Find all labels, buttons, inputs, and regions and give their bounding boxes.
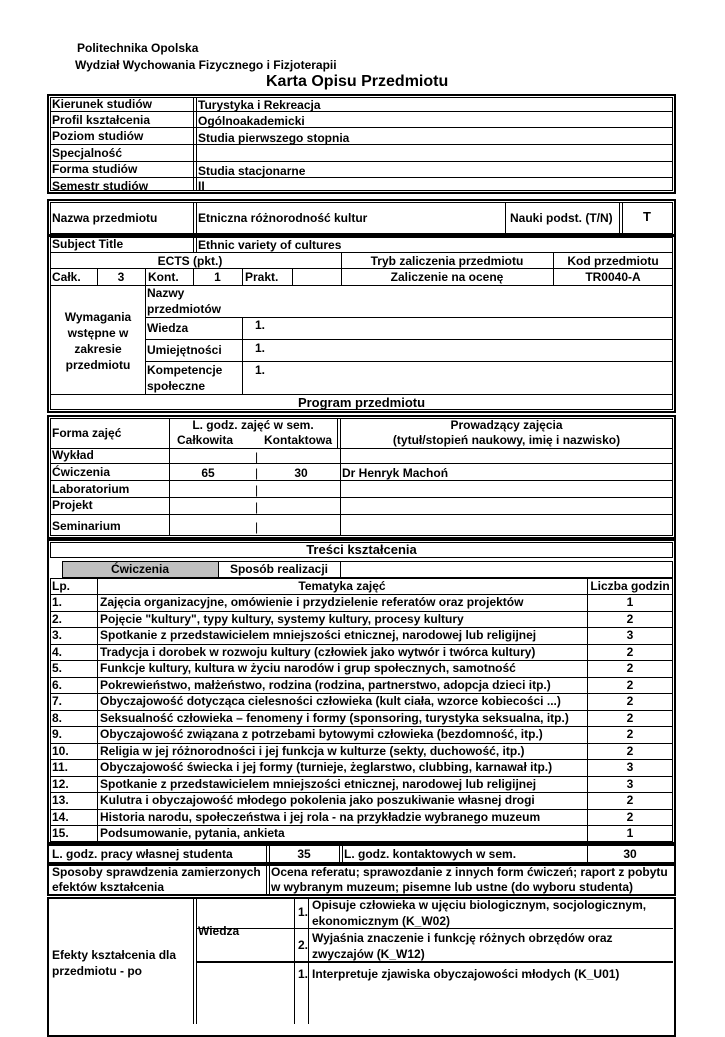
study-field-label: Kierunek studiów	[52, 97, 153, 111]
content-row-hours: 2	[626, 710, 634, 725]
content-row-hours: 1	[626, 595, 634, 609]
content-row-hours: 2	[626, 694, 634, 708]
prerequisite-subjects-label: Nazwy przedmiotów	[147, 286, 221, 316]
content-row-lp: 2.	[52, 611, 63, 626]
contact-hours-label: L. godz. kontaktowych w sem.	[344, 847, 517, 861]
prerequisites-label: Wymagania wstępne w zakresie przedmiotu	[64, 310, 132, 372]
program-teacher-subheader: (tytuł/stopień naukowy, imię i nazwisko)	[392, 433, 621, 447]
outcomes-label: Efekty kształcenia dla przedmiotu - po	[52, 948, 177, 978]
content-col-hours: Liczba godzin	[590, 579, 670, 593]
content-row-hours: 2	[626, 611, 634, 626]
study-form-label: Forma studiów	[52, 162, 138, 176]
content-row-topic: Tradycja i dorobek w rozwoju kultury (człowiek jako wytwór i twórca kultury)	[100, 644, 536, 659]
subject-name-label: Nazwa przedmiotu	[52, 211, 158, 225]
program-row-form: Seminarium	[52, 519, 121, 533]
ects-contact-value: 1	[214, 270, 221, 284]
prerequisite-knowledge-label: Wiedza	[147, 321, 189, 335]
ects-header: ECTS (pkt.)	[157, 254, 223, 268]
content-row-topic: Funkcje kultury, kultura w życiu narodów i grup społecznych, samotność	[100, 661, 516, 675]
outcomes-knowledge-label: Wiedza	[198, 924, 240, 938]
program-row-form: Ćwiczenia	[52, 465, 111, 479]
content-row-topic: Pojęcie "kultury", typy kultury, systemy kultury, procesy kultury	[100, 611, 464, 626]
content-row-hours: 2	[626, 809, 634, 824]
contact-hours-value: 30	[623, 847, 637, 861]
specialty-label: Specjalność	[52, 146, 123, 160]
faculty-name: Wydział Wychowania Fizycznego i Fizjoterapii	[75, 58, 337, 72]
subject-title-value: Ethnic variety of cultures	[198, 238, 342, 252]
prerequisite-competence-value: 1.	[255, 363, 266, 377]
outcome-knowledge-num: 2.	[298, 938, 309, 952]
content-row-lp: 14.	[52, 809, 69, 824]
outcome-skill-text: Interpretuje zjawiska obyczajowości młodych (K_U01)	[312, 967, 620, 981]
prerequisite-skills-label: Umiejętności	[147, 343, 222, 357]
study-profile-value: Ogólnoakademicki	[198, 114, 305, 128]
prerequisite-skills-value: 1.	[255, 341, 266, 355]
study-profile-label: Profil kształcenia	[52, 113, 151, 127]
program-teacher-header: Prowadzący zajęcia	[450, 418, 563, 432]
prerequisite-competence-label: Kompetencje społeczne	[147, 363, 223, 393]
ects-practical-label: Prakt.	[245, 270, 279, 284]
content-row-lp: 6.	[52, 677, 63, 692]
content-row-topic: Kulutra i obyczajowość młodego pokolenia jako poszukiwanie własnej drogi	[100, 793, 535, 807]
program-row-form: Projekt	[52, 498, 93, 512]
outcome-skill-num: 1.	[298, 967, 309, 981]
study-level-value: Studia pierwszego stopnia	[198, 131, 350, 145]
assessment-value: Ocena referatu; sprawozdanie z innych form ćwiczeń; raport z pobytu w wybranym muzeum; pisemne lub ustne (do wyboru studenta)	[271, 865, 668, 894]
program-total-header: Całkowita	[177, 433, 234, 447]
content-row-topic: Historia narodu, społeczeństwa i jej rola - na przykładzie wybranego muzeum	[100, 809, 541, 824]
prerequisite-knowledge-value: 1.	[255, 318, 266, 332]
program-title: Program przedmiotu	[297, 395, 426, 410]
content-row-hours: 1	[626, 826, 634, 840]
program-row-teacher: Dr Henryk Machoń	[342, 466, 449, 480]
program-row-separator: |	[255, 483, 259, 497]
content-row-hours: 2	[626, 743, 634, 758]
content-row-lp: 4.	[52, 644, 63, 659]
content-row-hours: 3	[626, 760, 634, 774]
program-row-separator: |	[255, 520, 259, 534]
content-row-hours: 2	[626, 677, 634, 692]
content-row-hours: 3	[626, 628, 634, 642]
outcome-knowledge-text: Wyjaśnia znaczenie i funkcję różnych obrzędów oraz zwyczajów (K_W12)	[312, 931, 613, 961]
program-row-contact: 30	[294, 466, 308, 480]
university-name: Politechnika Opolska	[77, 41, 199, 55]
program-row-form: Wykład	[52, 448, 94, 462]
content-row-lp: 13.	[52, 793, 69, 807]
study-field-value: Turystyka i Rekreacja	[198, 98, 321, 112]
content-row-topic: Obyczajowość świecka i jej formy (turnieje, żeglarstwo, clubbing, karnawał itp.)	[100, 760, 553, 774]
content-row-lp: 7.	[52, 694, 63, 708]
program-row-separator: |	[255, 450, 259, 464]
page-title: Karta Opisu Przedmiotu	[266, 73, 449, 90]
program-contact-header: Kontaktowa	[264, 433, 333, 447]
content-col-lp: Lp.	[52, 579, 70, 593]
content-row-hours: 2	[626, 644, 634, 659]
content-row-topic: Religia w jej różnorodności i jej funkcja w kulturze (sekty, duchowość, itp.)	[100, 743, 525, 758]
content-row-lp: 12.	[52, 776, 69, 791]
content-row-lp: 15.	[52, 826, 69, 840]
study-level-label: Poziom studiów	[52, 129, 144, 143]
content-row-topic: Pokrewieństwo, małżeństwo, rodzina (rodzina, partnerstwo, adopcja dzieci itp.)	[100, 677, 551, 692]
content-row-topic: Podsumowanie, pytania, ankieta	[100, 826, 285, 840]
basic-sciences-label: Nauki podst. (T/N)	[510, 211, 613, 225]
subject-title-label: Subject Title	[52, 237, 124, 251]
ects-contact-label: Kont.	[148, 270, 179, 284]
content-row-lp: 1.	[52, 595, 63, 609]
content-row-topic: Obyczajowość dotycząca cielesności człowieka (kult ciała, wzorce kobiecości ...)	[100, 694, 561, 708]
content-row-topic: Spotkanie z przedstawicielem mniejszości etnicznej, narodowej lub religijnej	[100, 776, 537, 791]
content-col-topic: Tematyka zajęć	[298, 579, 386, 593]
ects-total-value: 3	[117, 270, 125, 284]
content-title: Treści kształcenia	[306, 542, 417, 557]
study-form-value: Studia stacjonarne	[198, 164, 306, 178]
content-row-lp: 9.	[52, 727, 63, 741]
content-row-topic: Zajęcia organizacyjne, omówienie i przydzielenie referatów oraz projektów	[100, 595, 524, 609]
content-row-topic: Spotkanie z przedstawicielem mniejszości etnicznej, narodowej lub religijnej	[100, 628, 537, 642]
realization-label: Sposób realizacji	[229, 562, 329, 576]
ects-total-label: Całk.	[52, 270, 81, 284]
content-row-hours: 2	[626, 793, 634, 807]
content-row-hours: 2	[626, 727, 634, 741]
content-row-topic: Obyczajowość związana z potrzebami bytowymi człowieka (bezdomność, itp.)	[100, 727, 543, 741]
content-row-lp: 11.	[52, 760, 69, 774]
content-row-lp: 10.	[52, 743, 69, 758]
program-row-separator: |	[255, 500, 259, 514]
outcome-knowledge-num: 1.	[298, 905, 309, 919]
content-row-lp: 8.	[52, 710, 63, 725]
program-row-form: Laboratorium	[52, 482, 130, 496]
content-row-lp: 3.	[52, 628, 63, 642]
own-work-value: 35	[297, 847, 311, 861]
content-row-hours: 2	[626, 661, 634, 675]
course-code-header: Kod przedmiotu	[567, 254, 659, 268]
program-form-header: Forma zajęć	[52, 426, 122, 440]
own-work-label: L. godz. pracy własnej studenta	[52, 847, 233, 861]
assessment-label: Sposoby sprawdzenia zamierzonych efektów kształcenia	[52, 865, 261, 894]
content-row-lp: 5.	[52, 661, 63, 675]
subject-name-value: Etniczna różnorodność kultur	[198, 211, 368, 225]
assessment-mode-header: Tryb zaliczenia przedmiotu	[370, 254, 524, 268]
basic-sciences-value: T	[643, 209, 651, 224]
course-code-value: TR0040-A	[585, 270, 641, 284]
program-row-separator: |	[255, 466, 259, 480]
outcome-knowledge-text: Opisuje człowieka w ujęciu biologicznym, socjologicznym, ekonomicznym (K_W02)	[312, 898, 647, 928]
semester-label: Semestr studiów	[52, 179, 149, 193]
content-row-hours: 3	[626, 776, 634, 791]
assessment-mode-value: Zaliczenie na ocenę	[390, 270, 504, 284]
content-row-topic: Seksualność człowieka – fenomeny i formy (sponsoring, turystyka seksualna, itp.)	[100, 710, 569, 725]
content-type-label: Ćwiczenia	[110, 562, 170, 576]
semester-value: II	[198, 179, 205, 193]
program-hours-header: L. godz. zajęć w sem.	[192, 418, 314, 432]
program-row-total: 65	[201, 466, 215, 480]
